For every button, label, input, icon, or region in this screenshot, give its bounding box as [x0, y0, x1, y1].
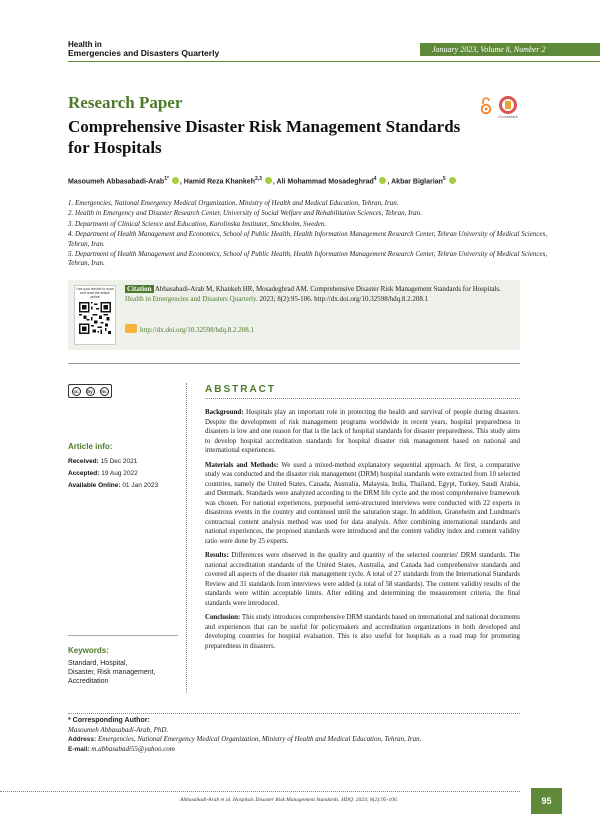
page-number: 95 [531, 788, 562, 814]
paper-title: Comprehensive Disaster Risk Management Standards for Hospitals [68, 117, 461, 157]
keyword-line: Accreditation [68, 678, 109, 685]
author-sup: 5 [442, 176, 446, 182]
citation-authors: Abbasabadi-Arab M, Khankeh HR, Mosadeghrad AM. Comprehensive Disaster Risk Management Standards for Hospitals. [153, 285, 501, 293]
abstract-background [205, 408, 520, 456]
crossmark-icon [499, 96, 517, 114]
received-label: Received: [68, 458, 99, 465]
keywords-heading: Keywords: [68, 646, 109, 655]
corresponding-email[interactable]: m.abbasabadi55@yahoo.com [89, 744, 175, 753]
abstract-heading: ABSTRACT [205, 384, 276, 395]
conclusion-label: Conclusion: [205, 614, 241, 621]
abstract-conclusion [205, 613, 520, 651]
background-label: Background: [205, 409, 244, 416]
abstract-results [205, 551, 520, 608]
affiliations [68, 199, 548, 270]
author-name: Masoumeh Abbasabadi-Arab [68, 178, 165, 186]
affiliation: 2. Health in Emergency and Disaster Research Center, University of Social Welfare and Rehabilitation Sciences, Tehran, Iran. [68, 209, 422, 218]
online-label: Available Online: [68, 482, 121, 489]
affiliation: 5. Department of Health Management and Economics, School of Public Health, Health Information Management Research Center, Tehran University of Medical Sciences, Tehran, Iran. [68, 250, 548, 268]
qr-panel[interactable] [74, 285, 116, 345]
author-name: Akbar Biglarian [391, 178, 443, 186]
affiliation: 1. Emergencies, National Emergency Medical Organization, Ministry of Health and Medical Education, Tehran, Iran. [68, 199, 399, 207]
orcid-icon[interactable] [449, 177, 456, 184]
author-sup: 4 [373, 176, 377, 182]
column-divider [186, 383, 187, 693]
left-divider [68, 635, 178, 636]
online-row [68, 480, 183, 492]
by-icon: by [87, 388, 93, 394]
article-info-heading: Article info: [68, 442, 113, 451]
received-date: 15 Dec 2021 [100, 458, 138, 465]
qr-caption: Use your device to scan and read the article online [76, 287, 114, 299]
accepted-row [68, 468, 183, 480]
affiliation: 4. Department of Health Management and Economics, School of Public Health, Health Information Management Research Center, Tehran University of Medical Sciences, Tehran, Iran. [68, 230, 548, 248]
email-label: E-mail: [68, 745, 90, 753]
accepted-label: Accepted: [68, 470, 100, 477]
issue-banner: January 2023, Volume 8, Number 2 [420, 43, 600, 56]
doi-icon [125, 324, 137, 333]
cc-icon: cc [73, 388, 79, 394]
journal-line1: Health in [68, 40, 102, 49]
author-name: Hamid Reza Khankeh [183, 178, 255, 186]
results-text: Differences were observed in the quality and quantity of the selected countries' DRM standards. The national accreditation standards of the United States, Australia, and Canada had comprehensive standards and covered all aspects of the disaster risk management cycle. A total of 27 standards from the International Standards Review and 31 standards from interviews were added (a total of 58 standards). The content validity results of the standards were within acceptable limits. After editing and determining the measurement criteria, the final standards were introduced. [205, 552, 520, 607]
keyword-line: Disaster, Risk management, [68, 669, 156, 676]
journal-line2: Emergencies and Disasters Quarterly [68, 48, 220, 58]
author-sup: 2,3 [254, 176, 262, 182]
keywords [68, 646, 183, 686]
doi-link[interactable]: http://dx.doi.org/10.32598/hdq.8.2.208.1 [140, 326, 255, 334]
abstract-methods [205, 461, 520, 547]
abstract-body [205, 408, 520, 656]
section-divider [68, 363, 520, 364]
citation-ref: 2023; 8(2):95-106. http://dx.doi.org/10.32598/hdq.8.2.208.1 [257, 294, 429, 303]
citation-box [68, 280, 520, 350]
address-label: Address: [68, 736, 97, 743]
methods-label: Materials and Methods: [205, 461, 279, 469]
corresponding-name: Masoumeh Abbasabadi-Arab, PhD. [68, 725, 169, 734]
cc-license-badge[interactable] [68, 384, 112, 398]
crossmark-badge[interactable] [496, 96, 520, 122]
citation-text [125, 285, 517, 304]
article-info [68, 442, 183, 492]
conclusion-text: This study introduces comprehensive DRM standards based on international and national documents and experiences that can be useful for policymakers and accreditation organizations in both developed and developing countries for hospital evaluation. This is also useful for hospitals as a road map for promoting preparedness in disasters. [205, 614, 520, 650]
author-sup: 1* [164, 176, 169, 182]
nc-icon: nc [101, 388, 107, 394]
methods-text: We used a mixed-method explanatory sequential approach. At first, a comparative study was conducted and the disaster risk management (DRM) hospital standards were extracted from 10 selected countries, namely the United States, Canada, Australia, Malaysia, India, Thailand, Egypt, Turkey, Saudi Arabia, and Denmark. Standards were analyzed according to the DRM life cycle and the most comprehensive framework was chosen. For national experiences, purposeful semi-structured interviews were conducted with 22 experts in disastrous events in the country and continued until the saturation stage. In addition, Graneheim and Lundman's contractual content analysis method was used for data analysis. After combining international standards and national experiences, the proposed standards were introduced and the content validity index and content validity ratio were done by 25 experts. [205, 461, 520, 545]
journal-logo [68, 40, 219, 58]
online-date: 01 Jan 2023 [122, 482, 159, 489]
author-name: Ali Mohammad Mosadeghrad [276, 178, 374, 186]
running-footer: Abbasabadi-Arab et al. Hospitals Disaster Risk Management Standards. HDQ. 2023; 8(2):95-106. [180, 797, 398, 803]
orcid-icon[interactable] [172, 177, 179, 184]
open-access-icon [481, 97, 491, 115]
orcid-icon[interactable] [265, 177, 272, 184]
author-list: Masoumeh Abbasabadi-Arab$^{1*}$ , Hamid Reza Khankeh$^{2,3}$ , Ali Mohammad Mosadeghrad$^4$ , Akbar Biglarian$^5$ [68, 176, 548, 185]
header-divider [68, 61, 600, 62]
results-label: Results: [205, 552, 229, 559]
background-text: Hospitals play an important role in protecting the health and survival of people during disasters. Despite the development of risk management programs worldwide in recent years, hospital preparedness in disasters is low and one reason for that is the lack of hospital standards for disaster preparedness. This study aims to develop hospital accreditation standards for hospital disaster risk management based on national and international experiences. [205, 409, 520, 454]
affiliation: 3. Department of Clinical Science and Education, Karolinska Institutet, Stockholm, Sweden. [68, 219, 327, 228]
keyword-line: Standard, Hospital, [68, 660, 128, 667]
corresponding-address: Emergencies, National Emergency Medical Organization, Ministry of Health and Medical Education, Tehran, Iran. [96, 735, 422, 743]
accepted-date: 19 Aug 2022 [101, 470, 138, 477]
corresponding-author [68, 713, 520, 754]
footer-divider [0, 791, 520, 792]
qr-code-icon[interactable] [79, 302, 111, 334]
citation-label: Citation [127, 285, 152, 293]
paper-type: Research Paper [68, 93, 183, 112]
corresponding-heading: * Corresponding Author: [68, 717, 150, 724]
citation-journal[interactable]: Health in Emergencies and Disasters Quarterly. [125, 294, 258, 303]
crossmark-label: CrossMark [498, 114, 518, 119]
orcid-icon[interactable] [379, 177, 386, 184]
received-row [68, 456, 183, 468]
doi-line [125, 324, 254, 334]
